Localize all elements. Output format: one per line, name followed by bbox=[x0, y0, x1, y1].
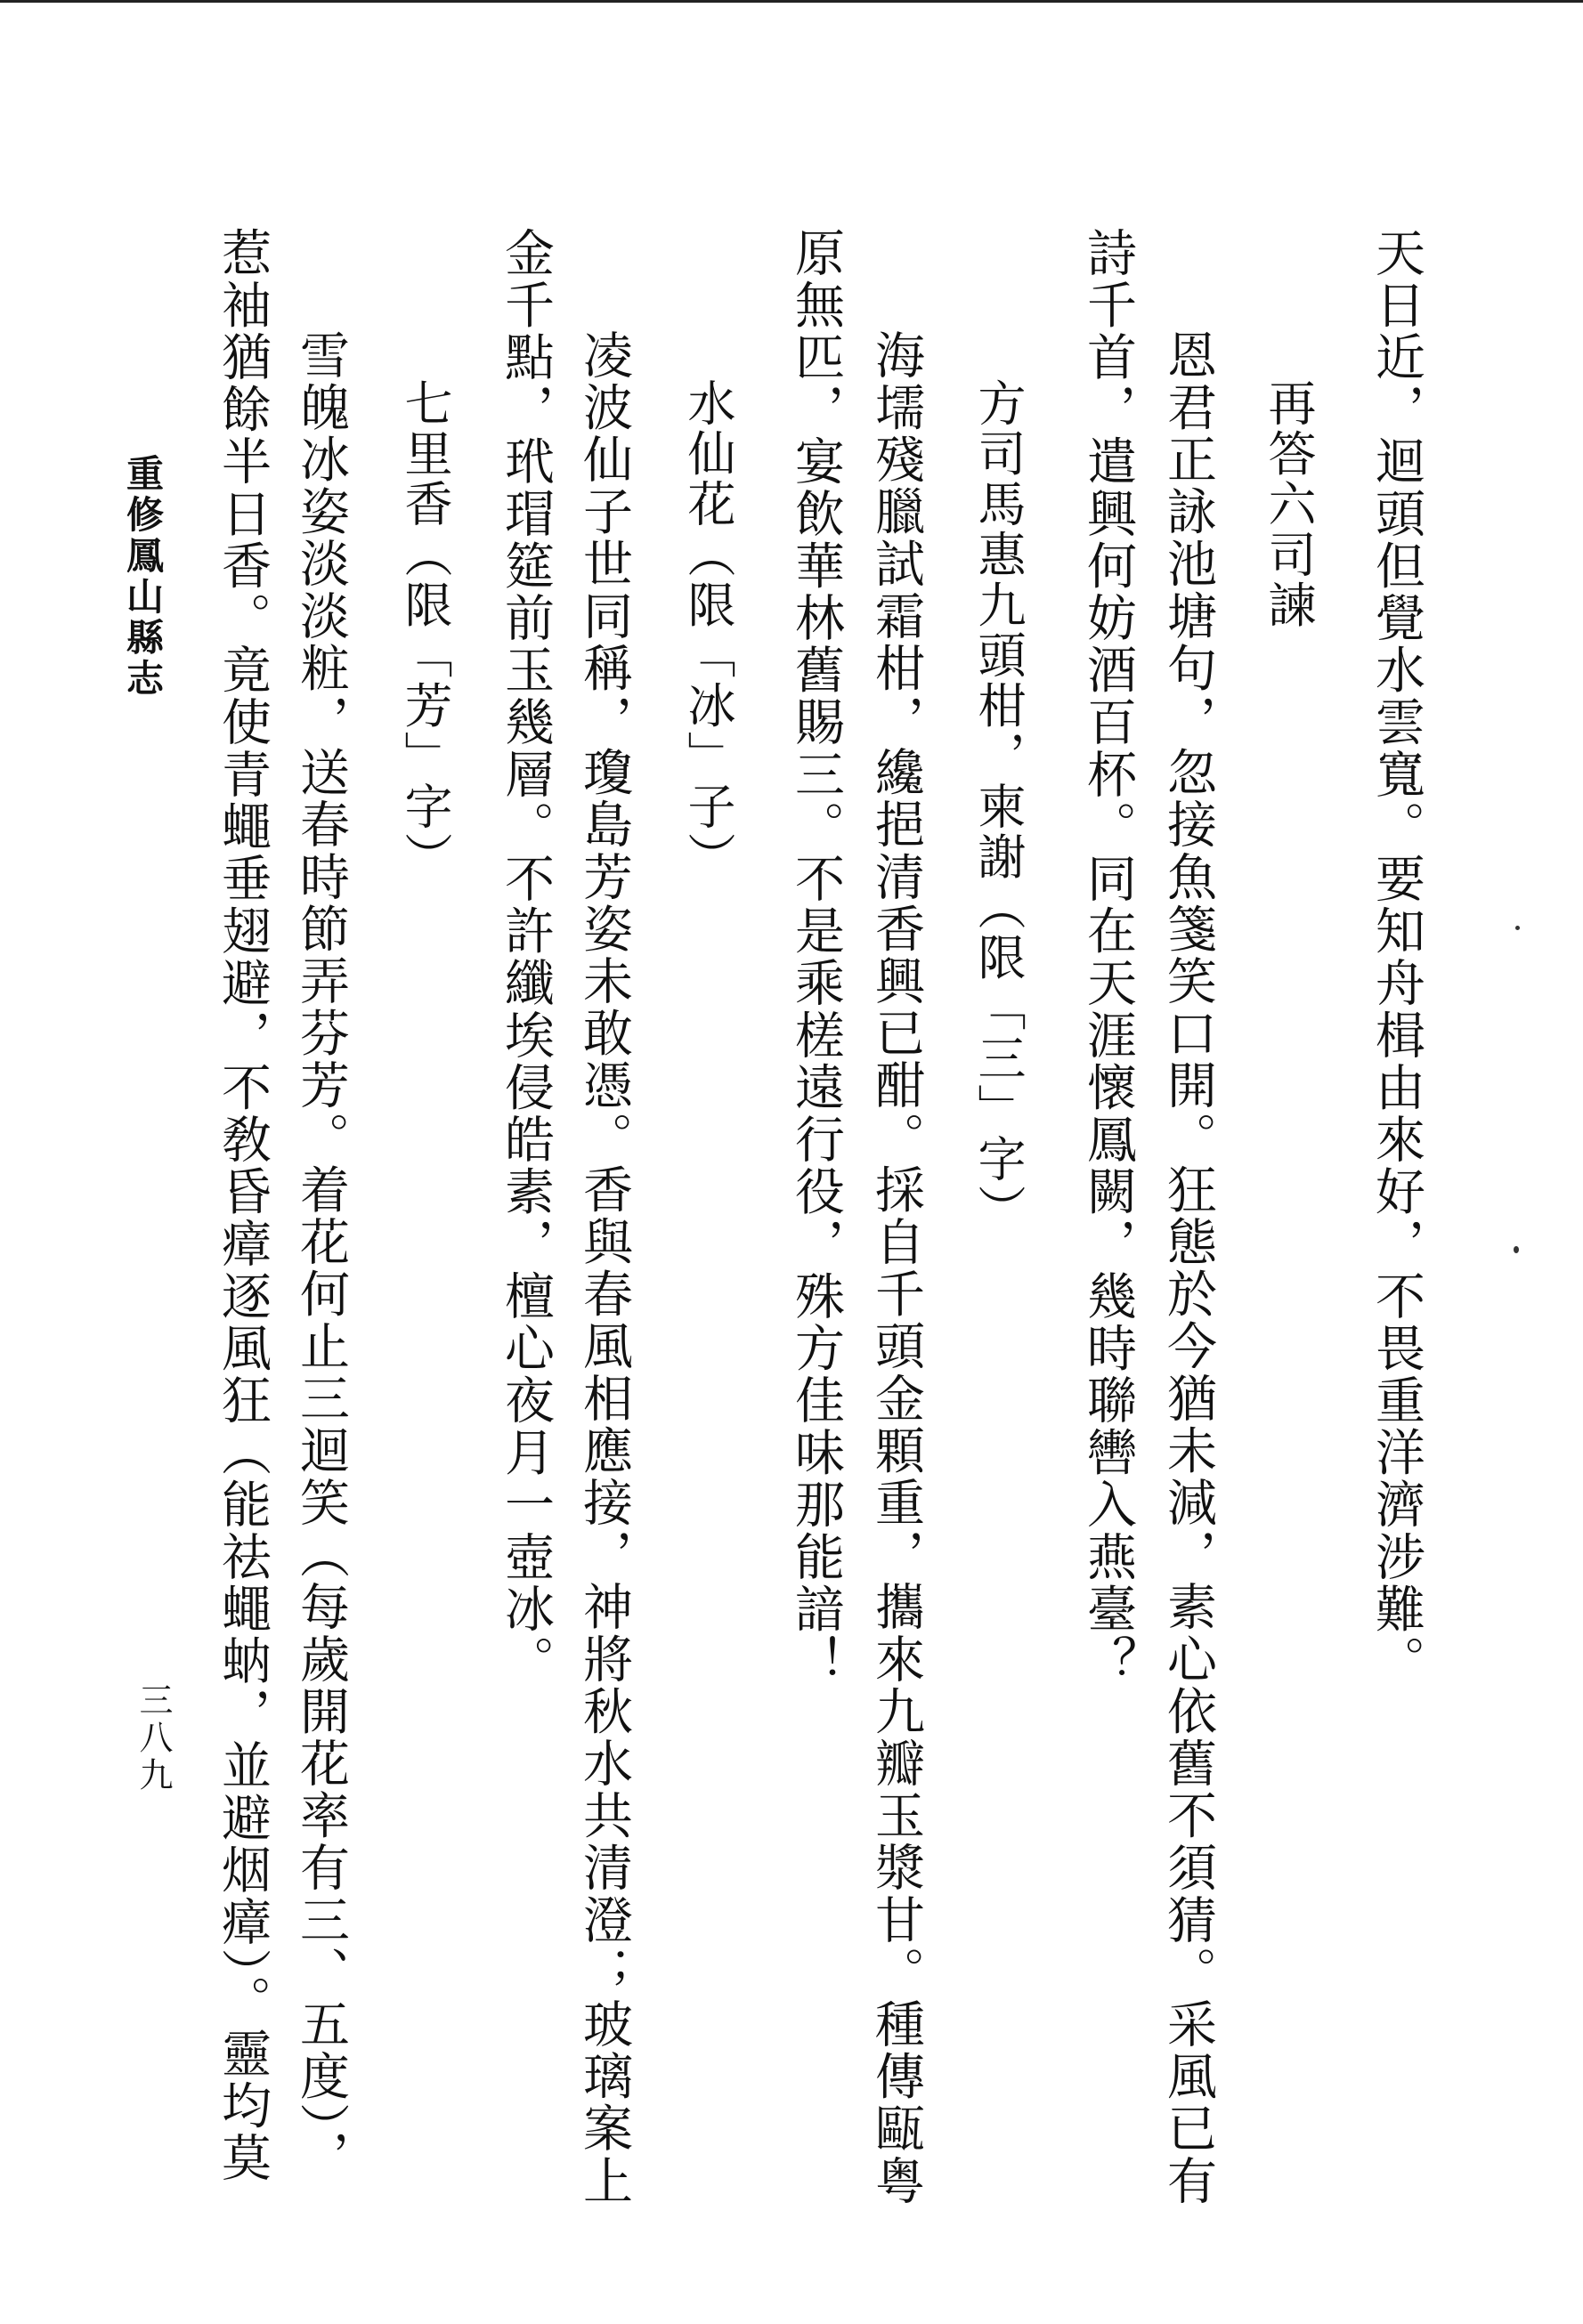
top-border-line bbox=[0, 0, 1583, 3]
book-title: 重修鳳山縣志 bbox=[121, 454, 165, 700]
text-column-1: 天日近，迴頭但覺水雲寬。要知舟楫由來好，不畏重洋濟涉難。 bbox=[1368, 227, 1425, 1688]
text-column-7: 原無匹，宴飲華林舊賜三。不是乘槎遠行役，殊方佳味那能諳！ bbox=[787, 227, 845, 1688]
scan-speck bbox=[1515, 926, 1520, 930]
text-column-4: 詩千首，遣興何妨酒百杯。同在天涯懷鳳闕，幾時聯轡入燕臺？ bbox=[1079, 227, 1137, 1688]
text-column-3: 恩君正詠池塘句，忽接魚箋笑口開。狂態於今猶未減，素心依舊不須猜。采風已有 bbox=[1159, 329, 1217, 2207]
poem-title-zai-da: 再答六司諫 bbox=[1261, 378, 1317, 630]
text-column-10: 金千點，玳瑁筵前玉幾層。不許纖埃侵皓素，檀心夜月一壺冰。 bbox=[497, 227, 555, 1688]
page-number: 三八九 bbox=[134, 1682, 173, 1794]
poem-title-shui-xian-hua: 水仙花（限「冰」子） bbox=[680, 378, 736, 882]
text-column-6: 海壖殘臘試霜柑，纔挹清香興已酣。採自千頭金顆重，攜來九瓣玉漿甘。種傳甌粤 bbox=[867, 329, 925, 2207]
text-column-13: 惹袖猶餘半日香。竟使青蠅垂翅避，不敎昏瘴逐風狂（能祛蠅蚋，並避烟瘴）。靈均莫 bbox=[214, 227, 272, 2184]
poem-title-qi-li-xiang: 七里香（限「芳」字） bbox=[397, 378, 453, 882]
text-column-9: 凌波仙子世同稱，瓊島芳姿未敢憑。香與春風相應接，神將秋水共清澄；玻璃案上 bbox=[575, 329, 633, 2207]
text-column-12: 雪魄冰姿淡淡粧，送春時節弄芬芳。着花何止三迴笑（每歲開花率有三、五度）， bbox=[292, 329, 350, 2182]
poem-title-jiu-tou-gan: 方司馬惠九頭柑，柬謝（限「三」字） bbox=[970, 378, 1027, 1235]
scan-speck bbox=[1514, 1246, 1519, 1253]
